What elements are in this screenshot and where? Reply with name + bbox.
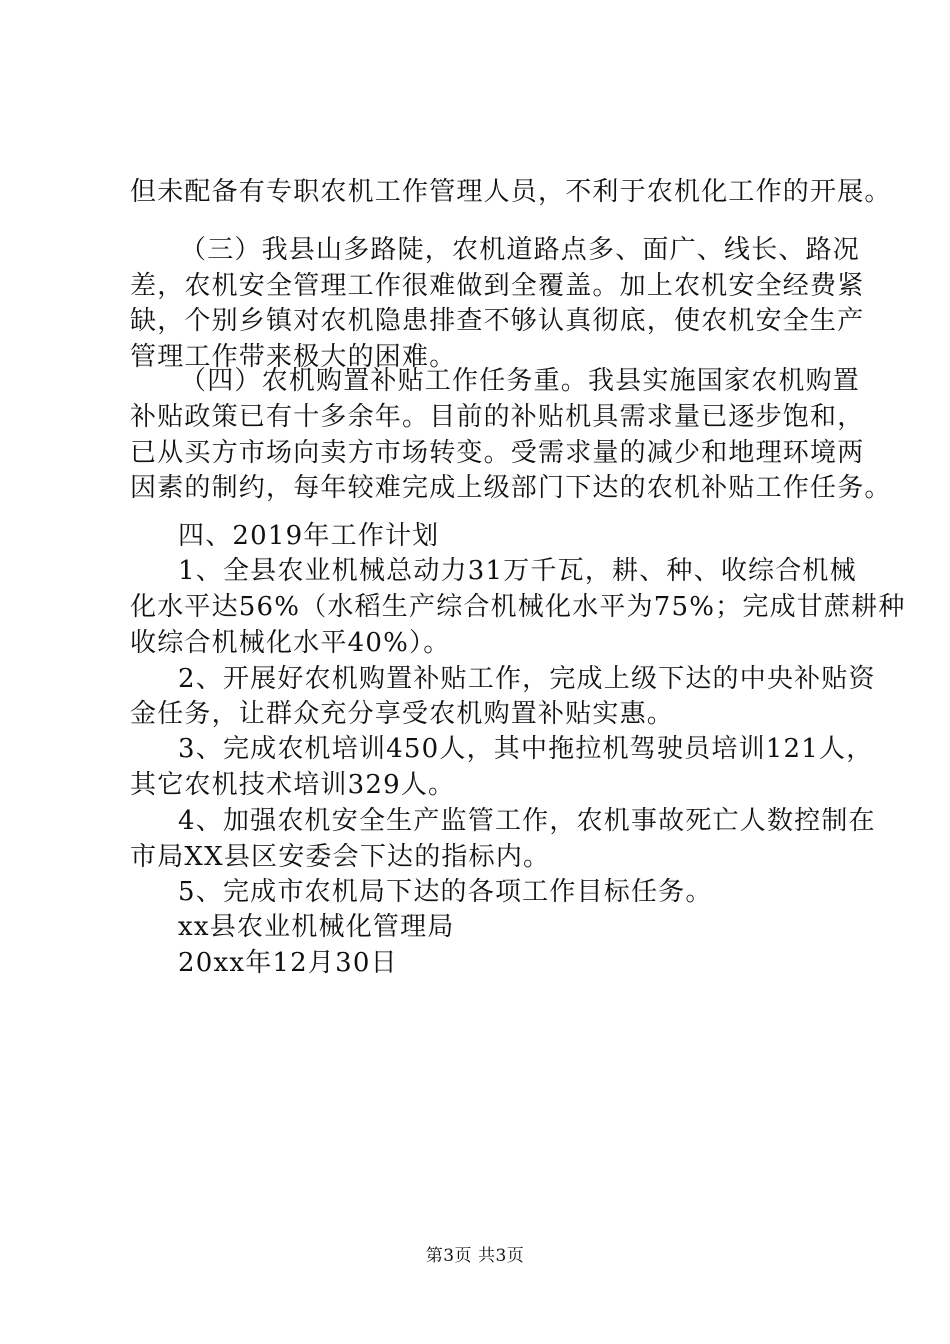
body-text-line: 但未配备有专职农机工作管理人员，不利于农机化工作的开展。 (130, 177, 892, 207)
body-text-line: 其它农机技术培训329人。 (130, 770, 456, 800)
plan-item-3-line: 3、完成农机培训450人，其中拖拉机驾驶员培训121人， (178, 734, 874, 764)
body-text-line: 管理工作带来极大的困难。 (130, 342, 457, 372)
paragraph-four-heading-line: （四）农机购置补贴工作任务重。我县实施国家农机购置 (180, 366, 861, 396)
plan-item-5-line: 5、完成市农机局下达的各项工作目标任务。 (178, 877, 713, 907)
signature-date: 20xx年12月30日 (178, 948, 398, 978)
body-text-line: 收综合机械化水平40%）。 (130, 628, 451, 658)
body-text-line: 因素的制约，每年较难完成上级部门下达的农机补贴工作任务。 (130, 473, 892, 503)
plan-item-1-line: 1、全县农业机械总动力31万千瓦，耕、种、收综合机械 (178, 556, 857, 586)
body-text-line: 已从买方市场向卖方市场转变。受需求量的减少和地理环境两 (130, 438, 865, 468)
plan-item-4-line: 4、加强农机安全生产监管工作，农机事故死亡人数控制在 (178, 806, 876, 836)
body-text-line: 补贴政策已有十多余年。目前的补贴机具需求量已逐步饱和， (130, 402, 865, 432)
plan-item-2-line: 2、开展好农机购置补贴工作，完成上级下达的中央补贴资 (178, 664, 876, 694)
body-text-line: 化水平达56%（水稻生产综合机械化水平为75%；完成甘蔗耕种 (130, 592, 906, 622)
body-text-line: 缺，个别乡镇对农机隐患排查不够认真彻底，使农机安全生产 (130, 306, 865, 336)
body-text-line: 差，农机安全管理工作很难做到全覆盖。加上农机安全经费紧 (130, 271, 865, 301)
paragraph-three-heading-line: （三）我县山多路陡，农机道路点多、面广、线长、路况 (180, 235, 861, 265)
body-text-line: 金任务，让群众充分享受农机购置补贴实惠。 (130, 699, 675, 729)
body-text-line: 市局XX县区安委会下达的指标内。 (130, 842, 551, 872)
section-four-heading: 四、2019年工作计划 (178, 521, 440, 551)
page-footer-indicator: 第3页 共3页 (425, 1246, 525, 1266)
signature-organization: xx县农业机械化管理局 (178, 912, 455, 942)
